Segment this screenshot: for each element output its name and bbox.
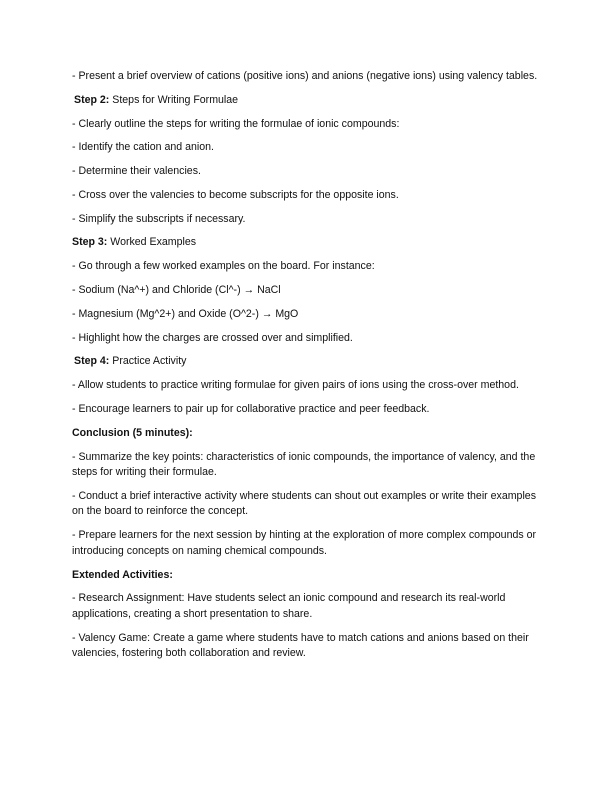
- step-2-title: Steps for Writing Formulae: [109, 93, 239, 106]
- list-item: - Go through a few worked examples on the board. For instance:: [72, 260, 375, 273]
- step-4-title: Practice Activity: [109, 355, 187, 368]
- step-3-title: Worked Examples: [107, 236, 197, 249]
- step-2-label: Step 2:: [74, 93, 110, 106]
- list-item: - Conduct a brief interactive activity where students can shout out examples or write their examples on the board to reinforce the concept.: [72, 489, 536, 518]
- extended-activities-heading: Extended Activities:: [72, 568, 173, 581]
- list-item: - Highlight how the charges are crossed over and simplified.: [72, 331, 353, 344]
- list-item: - Identify the cation and anion.: [72, 141, 214, 154]
- document-body: [72, 69, 542, 670]
- list-item: - Summarize the key points: characteristics of ionic compounds, the importance of valency, and the steps for writing their formulae.: [72, 450, 536, 479]
- step-2-heading: [72, 93, 542, 109]
- step-4-label: Step 4:: [74, 355, 110, 368]
- list-item: - Prepare learners for the next session by hinting at the exploration of more complex compounds or introducing concepts on naming chemical compounds.: [72, 529, 537, 557]
- overview-paragraph: - Present a brief overview of cations (positive ions) and anions (negative ions) using valency tables.: [72, 70, 538, 82]
- list-item: - Simplify the subscripts if necessary.: [72, 212, 246, 225]
- list-item: - Allow students to practice writing formulae for given pairs of ions using the cross-over method.: [72, 379, 519, 392]
- list-item: - Cross over the valencies to become subscripts for the opposite ions.: [72, 188, 399, 201]
- list-item: - Encourage learners to pair up for collaborative practice and peer feedback.: [72, 402, 430, 415]
- list-item: - Determine their valencies.: [72, 165, 201, 178]
- list-item: - Magnesium (Mg^2+) and Oxide (O^2-) → MgO: [72, 307, 299, 320]
- step-3-label: Step 3:: [72, 236, 108, 249]
- list-item: - Clearly outline the steps for writing the formulae of ionic compounds:: [72, 117, 400, 130]
- list-item: - Valency Game: Create a game where students have to match cations and anions based on their valencies, fostering both collaboration and review.: [72, 631, 529, 660]
- step-3-heading: [72, 235, 542, 251]
- list-item: - Research Assignment: Have students select an ionic compound and research its real-world applications, creating a short presentation to share.: [72, 592, 506, 620]
- conclusion-heading: Conclusion (5 minutes):: [72, 426, 193, 439]
- list-item: - Sodium (Na^+) and Chloride (Cl^-) → NaCl: [72, 284, 281, 297]
- step-4-heading: [72, 354, 542, 370]
